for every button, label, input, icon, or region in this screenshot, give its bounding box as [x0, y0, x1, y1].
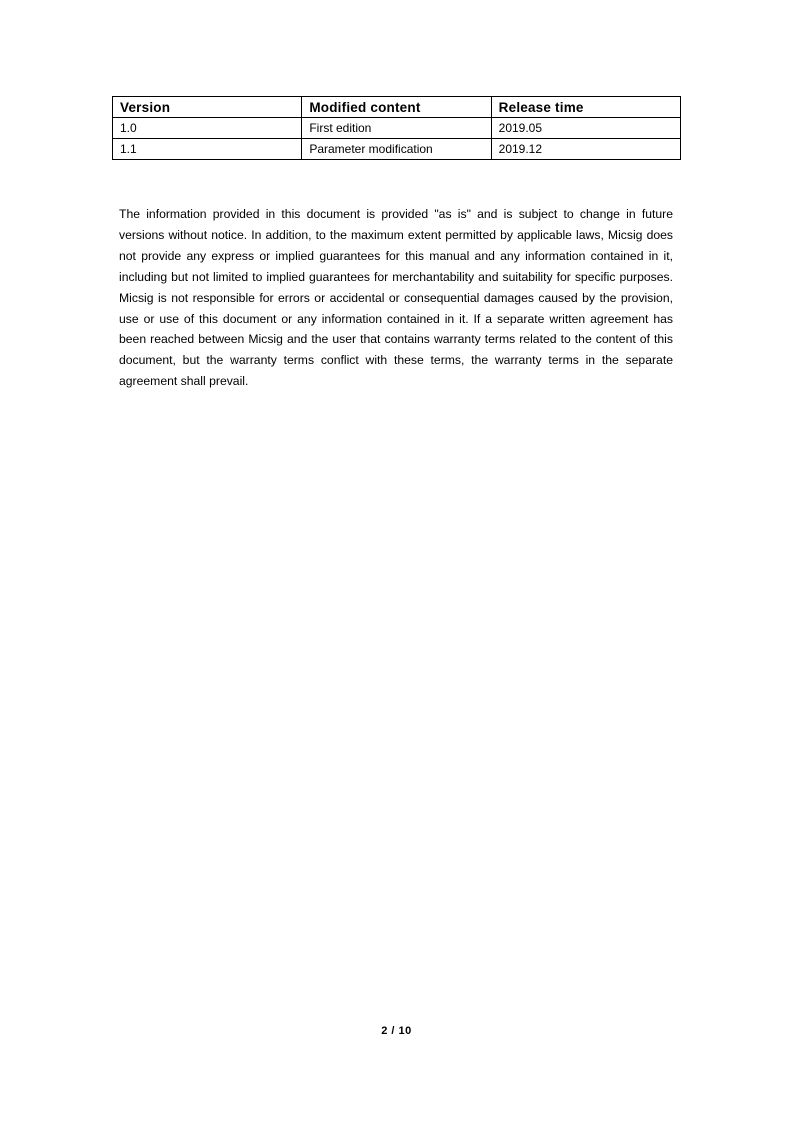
cell-modified-content: First edition — [302, 118, 491, 139]
cell-version: 1.0 — [113, 118, 302, 139]
cell-modified-content: Parameter modification — [302, 139, 491, 160]
header-modified-content: Modified content — [302, 97, 491, 118]
disclaimer-paragraph: The information provided in this document is provided "as is" and is subject to change in future versions without notice. In addition, to the maximum extent permitted by applicable laws, Micsig does not provide any express or implied guarantees for this manual and any information contained in it, including but not limited to implied guarantees for merchantability and suitability for specific purposes. Micsig is not responsible for errors or accidental or consequential damages caused by the provision, use or use of this document or any information contained in it. If a separate written agreement has been reached between Micsig and the user that contains warranty terms related to the content of this document, but the warranty terms conflict with these terms, the warranty terms in the separate agreement shall prevail. — [119, 207, 673, 389]
cell-release-time: 2019.05 — [491, 118, 680, 139]
table-row — [113, 118, 681, 139]
header-version: Version — [113, 97, 302, 118]
table-header-row — [113, 97, 681, 118]
header-release-time: Release time — [491, 97, 680, 118]
revision-history-table — [112, 96, 681, 160]
cell-release-time: 2019.12 — [491, 139, 680, 160]
page-number: 2 / 10 — [381, 1025, 412, 1037]
table-row — [113, 139, 681, 160]
cell-version: 1.1 — [113, 139, 302, 160]
